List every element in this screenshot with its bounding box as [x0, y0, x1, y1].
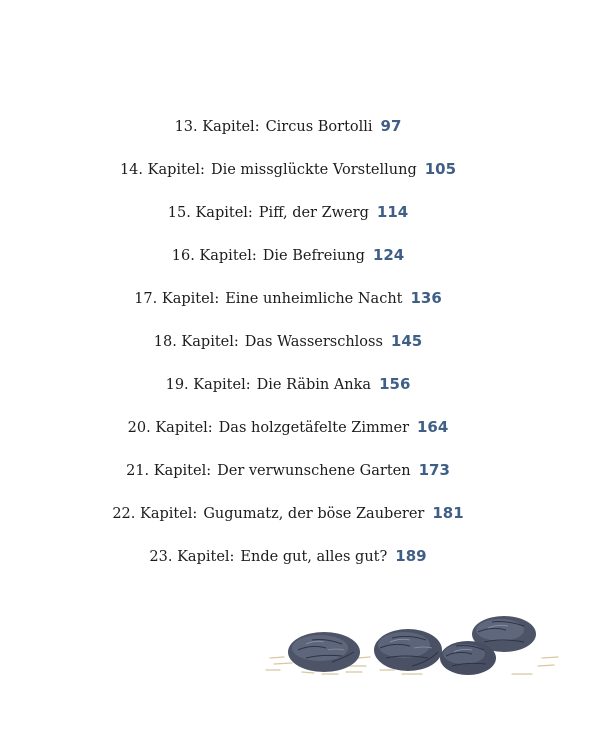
chapter-title: Das holzgetäfelte Zimmer — [218, 420, 409, 436]
chapter-label: 16. Kapitel: — [171, 248, 257, 264]
chapter-page-number: 145 — [390, 332, 423, 350]
chapter-page-number: 124 — [372, 246, 405, 264]
chapter-label: 18. Kapitel: — [153, 334, 239, 350]
chapter-label: 17. Kapitel: — [134, 291, 220, 307]
chapter-title: Eine unheimliche Nacht — [225, 291, 403, 307]
stone — [288, 632, 360, 672]
chapter-title: Die Befreiung — [262, 248, 365, 264]
chapter-label: 20. Kapitel: — [127, 420, 213, 436]
chapter-title: Gugumatz, der böse Zauberer — [203, 506, 425, 522]
table-of-contents — [0, 105, 576, 578]
chapter-title: Die Räbin Anka — [256, 377, 372, 393]
chapter-title: Ende gut, alles gut? — [240, 549, 388, 565]
chapter-label: 13. Kapitel: — [174, 119, 260, 135]
chapter-title: Die missglückte Vorstellung — [210, 162, 417, 178]
chapter-page-number: 189 — [395, 547, 427, 565]
chapter-page-number: 97 — [380, 117, 402, 135]
chapter-label: 15. Kapitel: — [167, 205, 253, 221]
toc-entry[interactable] — [0, 105, 576, 148]
chapter-page-number: 164 — [417, 418, 449, 436]
toc-entry[interactable] — [0, 320, 576, 363]
chapter-page-number: 181 — [432, 504, 464, 522]
stone — [374, 629, 442, 671]
chapter-title: Der verwunschene Garten — [217, 463, 411, 479]
chapter-label: 23. Kapitel: — [149, 549, 235, 565]
chapter-page-number: 173 — [418, 461, 450, 479]
chapter-label: 21. Kapitel: — [126, 463, 212, 479]
toc-entry[interactable] — [0, 492, 576, 535]
toc-entry[interactable] — [0, 363, 576, 406]
chapter-label: 22. Kapitel: — [112, 506, 198, 522]
toc-entry[interactable] — [0, 277, 576, 320]
toc-entry[interactable] — [0, 191, 576, 234]
chapter-page-number: 114 — [376, 203, 409, 221]
chapter-page-number: 156 — [379, 375, 411, 393]
stones-icon — [262, 600, 562, 690]
chapter-title: Das Wasserschloss — [244, 334, 383, 350]
toc-entry[interactable] — [0, 148, 576, 191]
toc-entry[interactable] — [0, 234, 576, 277]
chapter-page-number: 105 — [424, 160, 457, 178]
chapter-title: Piff, der Zwerg — [258, 205, 369, 221]
chapter-title: Circus Bortolli — [265, 119, 373, 135]
toc-entry[interactable] — [0, 406, 576, 449]
chapter-label: 14. Kapitel: — [119, 162, 205, 178]
chapter-page-number: 136 — [410, 289, 442, 307]
toc-entry[interactable] — [0, 449, 576, 492]
stone — [440, 641, 496, 675]
toc-entry[interactable] — [0, 535, 576, 578]
chapter-label: 19. Kapitel: — [165, 377, 251, 393]
